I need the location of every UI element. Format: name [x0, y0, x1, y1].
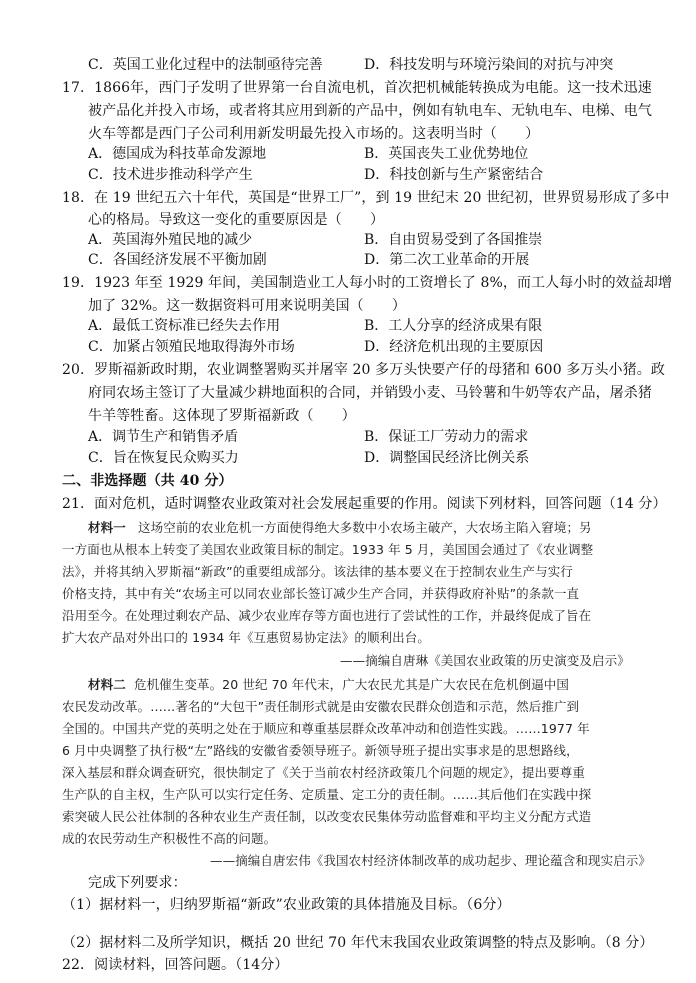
q21-sub-question-2: （2）据材料二及所学知识，概括 20 世纪 70 年代末我国农业政策调整的特点及影响。（8 分） [62, 935, 654, 951]
q19-stem-line-1: 19．1923 年至 1929 年间，美国制造业工人每小时的工资增长了 8%，而工人每小时的效益却增 [62, 275, 673, 291]
q18-option-b: B．自由贸易受到了各国推崇 [364, 232, 543, 248]
q19-stem-line-2: 加了 32%。这一数据资料可用来说明美国（ ） [88, 298, 406, 314]
q19-option-c: C．加紧占领殖民地取得海外市场 [88, 339, 295, 355]
q21-material-2-line-4: 6 月中央调整了执行极“左”路线的安徽省委领导班子。新领导班子提出实事求是的思想路线， [62, 743, 579, 758]
q18-option-d: D．第二次工业革命的开展 [364, 252, 530, 268]
q21-material-1-line-4: 价格支持，其中有关“农场主可以同农业部长签订减少生产合同，并获得政府补贴”的条款一直 [62, 586, 580, 601]
q21-material-2-line-1: 材料二 危机催生变革。20 世纪 70 年代末，广大农民尤其是广大农民在危机倒逼中国 [88, 677, 570, 692]
q21-material-2-source: ——摘编自唐宏伟《我国农村经济体制改革的成功起步、理论蕴含和现实启示》 [210, 853, 652, 868]
q17-stem-line-2: 被产品化并投入市场，或者将其应用到新的产品中，例如有轨电车、无轨电车、电梯、电气 [88, 103, 652, 119]
q21-material-2-line-7: 索突破人民公社体制的各种农业生产责任制，以改变农民集体劳动监督难和平均主义分配方式造 [62, 809, 592, 824]
q21-material-1-line-3: 法》，并将其纳入罗斯福“新政”的重要组成部分。该法律的基本要义在于控制农业生产与实行 [62, 564, 573, 579]
q21-material-2-label: 材料二 [88, 677, 126, 692]
q21-material-2-line-2: 农民发动改革。……著名的“大包干”责任制形式就是由安徽农民群众创造和示范，然后推广到 [62, 699, 580, 714]
q17-stem-line-1: 17．1866年，西门子发明了世界第一台自流电机，首次把机械能转换成为电能。这一技术迅速 [62, 80, 652, 96]
q21-material-1-line-5: 沿用至今。在处理过剩农产品、减少农业库存等方面也进行了尝试性的工作，并最终促成了旨在 [62, 608, 592, 623]
q21-requirements-heading: 完成下列要求： [88, 875, 187, 891]
q20-option-b: B．保证工厂劳动力的需求 [364, 429, 529, 445]
q19-option-b: B．工人分享的经济成果有限 [364, 318, 543, 334]
q20-stem-line-3: 牛羊等牲畜。这体现了罗斯福新政（ ） [88, 408, 356, 424]
section-heading: 二、非选择题（共 40 分） [62, 473, 233, 489]
q18-option-c: C．各国经济发展不平衡加剧 [88, 252, 267, 268]
q17-option-d: D．科技创新与生产紧密结合 [364, 167, 544, 183]
q17-option-b: B．英国丧失工业优势地位 [364, 146, 529, 162]
q19-option-a: A．最低工资标准已经失去作用 [88, 318, 281, 334]
q21-intro: 21．面对危机，适时调整农业政策对社会发展起重要的作用。阅读下列材料，回答问题（14 分） [62, 496, 667, 512]
q21-material-1-line-2: 一方面也从根本上转变了美国农业政策目标的制定。1933 年 5 月，美国国会通过了《农业调整 [62, 542, 594, 557]
q21-material-1-label: 材料一 [88, 520, 126, 535]
q21-material-2-line-8: 成的农民劳动生产积极性不高的问题。 [62, 831, 277, 846]
q22-intro: 22．阅读材料，回答问题。（14分） [62, 957, 289, 973]
q21-material-2-line-3: 全国的。中国共产党的英明之处在于顺应和尊重基层群众改革冲动和创造性实践。……1977 年 [62, 721, 590, 736]
q18-stem-line-1: 18．在 19 世纪五六十年代，英国是“世界工厂”，到 19 世纪末 20 世纪初，世界贸易形成了多中 [62, 190, 670, 206]
q18-stem-line-2: 心的格局。导致这一变化的重要原因是（ ） [88, 212, 385, 228]
q20-option-a: A．调节生产和销售矛盾 [88, 429, 239, 445]
q19-option-d: D．经济危机出现的主要原因 [364, 339, 544, 355]
q21-material-1-line-6: 扩大农产品对外出口的 1934 年《互惠贸易协定法》的顺利出台。 [62, 630, 430, 645]
q16-option-d: D．科技发明与环境污染间的对抗与冲突 [364, 57, 614, 73]
q17-stem-line-3: 火车等都是西门子公司利用新发明最先投入市场的。这表明当时（ ） [88, 126, 540, 142]
q16-option-c: C．英国工业化过程中的法制亟待完善 [88, 57, 323, 73]
q17-option-a: A．德国成为科技革命发源地 [88, 146, 267, 162]
q20-option-d: D．调整国民经济比例关系 [364, 450, 530, 466]
q20-option-c: C．旨在恢复民众购买力 [88, 450, 239, 466]
q20-stem-line-2: 府同农场主签订了大量减少耕地面积的合同，并销毁小麦、马铃薯和牛奶等农产品，屠杀猪 [88, 385, 652, 401]
q17-option-c: C．技术进步推动科学产生 [88, 167, 253, 183]
q21-material-2-line-6: 生产队的自主权，生产队可以实行定任务、定质量、定工分的责任制。……其后他们在实践中探 [62, 787, 592, 802]
q18-option-a: A．英国海外殖民地的减少 [88, 232, 253, 248]
q21-material-2-line-5: 深入基层和群众调查研究，很快制定了《关于当前农村经济政策几个问题的规定》，提出要尊重 [62, 765, 585, 780]
q21-sub-question-1: （1）据材料一，归纳罗斯福“新政”农业政策的具体措施及目标。（6分） [62, 897, 511, 913]
q21-material-1-source: ——摘编自唐琳《美国农业政策的历史演变及启示》 [340, 653, 630, 668]
q21-material-1-line-1: 材料一 这场空前的农业危机一方面使得绝大多数中小农场主破产，大农场主陷入窘境；另 [88, 520, 592, 535]
q20-stem-line-1: 20．罗斯福新政时期，农业调整署购买并屠宰 20 多万头快要产仔的母猪和 600 多万头小猪。政 [62, 362, 665, 378]
